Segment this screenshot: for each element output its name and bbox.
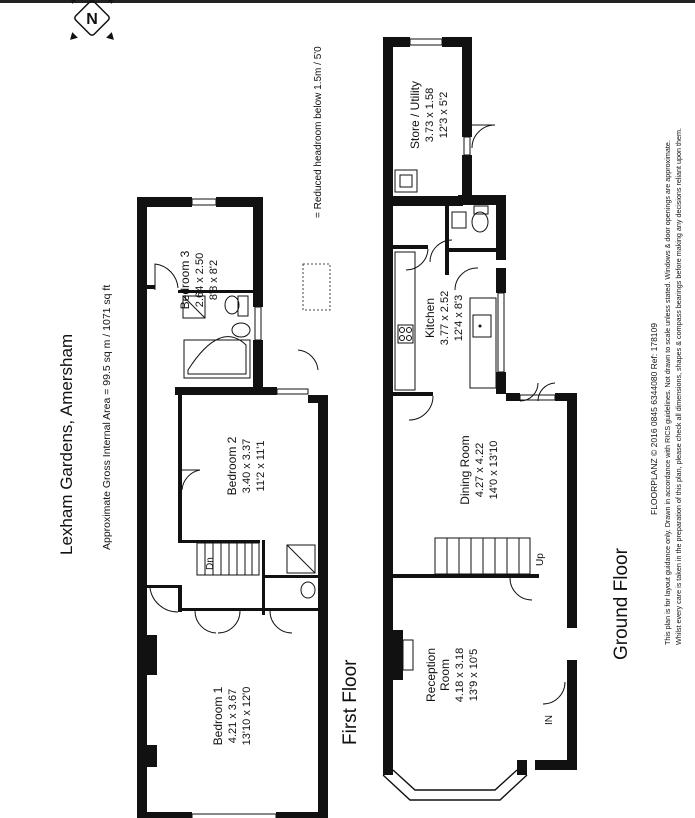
svg-text:2.64 x 2.50: 2.64 x 2.50 xyxy=(194,252,206,308)
disclaimer-line-1: This plan is for layout guidance only. Drawn in accordance with RICS guidelines. Not drawn to scale unless stated. Windows & door openings are approximate. xyxy=(663,140,672,645)
svg-text:Room: Room xyxy=(438,658,452,692)
room-dining-room xyxy=(458,435,500,504)
stairs-down-label: Dn xyxy=(205,557,216,570)
room-bedroom-1 xyxy=(211,686,253,745)
gross-internal-area: Approximate Gross Internal Area = 99.5 sq m / 1071 sq ft xyxy=(101,284,113,550)
svg-text:Store / Utility: Store / Utility xyxy=(408,80,422,150)
svg-text:Dining Room: Dining Room xyxy=(458,435,472,505)
headroom-note: = Reduced headroom below 1.5m / 5'0 xyxy=(313,46,324,218)
svg-text:4.21 x 3.67: 4.21 x 3.67 xyxy=(227,688,239,744)
room-store-utility xyxy=(408,81,450,149)
svg-text:11'2 x 11'1: 11'2 x 11'1 xyxy=(255,440,267,492)
svg-text:Reception: Reception xyxy=(424,647,438,703)
svg-text:3.40 x 3.37: 3.40 x 3.37 xyxy=(241,438,253,494)
room-bedroom-2 xyxy=(225,436,267,495)
svg-text:4.18 x 3.18: 4.18 x 3.18 xyxy=(454,647,466,703)
svg-text:14'0 x 13'10: 14'0 x 13'10 xyxy=(488,440,500,500)
stairs-up-label: Up xyxy=(535,553,546,566)
property-title: Lexham Gardens, Amersham xyxy=(57,333,76,555)
room-bedroom-3 xyxy=(178,250,220,309)
svg-text:4.27 x 4.22: 4.27 x 4.22 xyxy=(474,442,486,498)
ground-floor-label: Ground Floor xyxy=(611,548,632,660)
headroom-legend-swatch xyxy=(303,264,330,310)
first-floor-label: First Floor xyxy=(340,659,361,745)
svg-text:3.73 x 1.58: 3.73 x 1.58 xyxy=(424,87,436,143)
svg-text:8'8 x 8'2: 8'8 x 8'2 xyxy=(208,259,220,301)
svg-text:Kitchen: Kitchen xyxy=(423,297,437,339)
svg-text:13'9 x 10'5: 13'9 x 10'5 xyxy=(468,648,480,702)
svg-text:3.77 x 2.52: 3.77 x 2.52 xyxy=(439,290,451,346)
room-reception xyxy=(424,648,480,702)
svg-text:Bedroom 3: Bedroom 3 xyxy=(178,250,192,310)
svg-text:Bedroom 2: Bedroom 2 xyxy=(225,436,239,496)
compass-label: N xyxy=(86,11,98,28)
compass-icon xyxy=(48,0,136,62)
svg-text:13'10 x 12'0: 13'10 x 12'0 xyxy=(241,686,253,746)
svg-text:12'4 x 8'3: 12'4 x 8'3 xyxy=(453,294,465,342)
svg-text:Bedroom 1: Bedroom 1 xyxy=(211,686,225,746)
entrance-label: IN xyxy=(544,715,555,725)
ground-floor-plan xyxy=(383,37,577,800)
room-kitchen xyxy=(423,291,465,345)
svg-text:12'3 x 5'2: 12'3 x 5'2 xyxy=(438,91,450,139)
copyright-line: FLOORPLANZ © 2016 0845 6344080 Ref: 178109 xyxy=(649,323,659,515)
disclaimer-line-2: Whilst every care is taken in the preparation of this plan, please check all dimensions, shapes & compass bearings before making any decisions reliant upon them. xyxy=(674,128,683,645)
